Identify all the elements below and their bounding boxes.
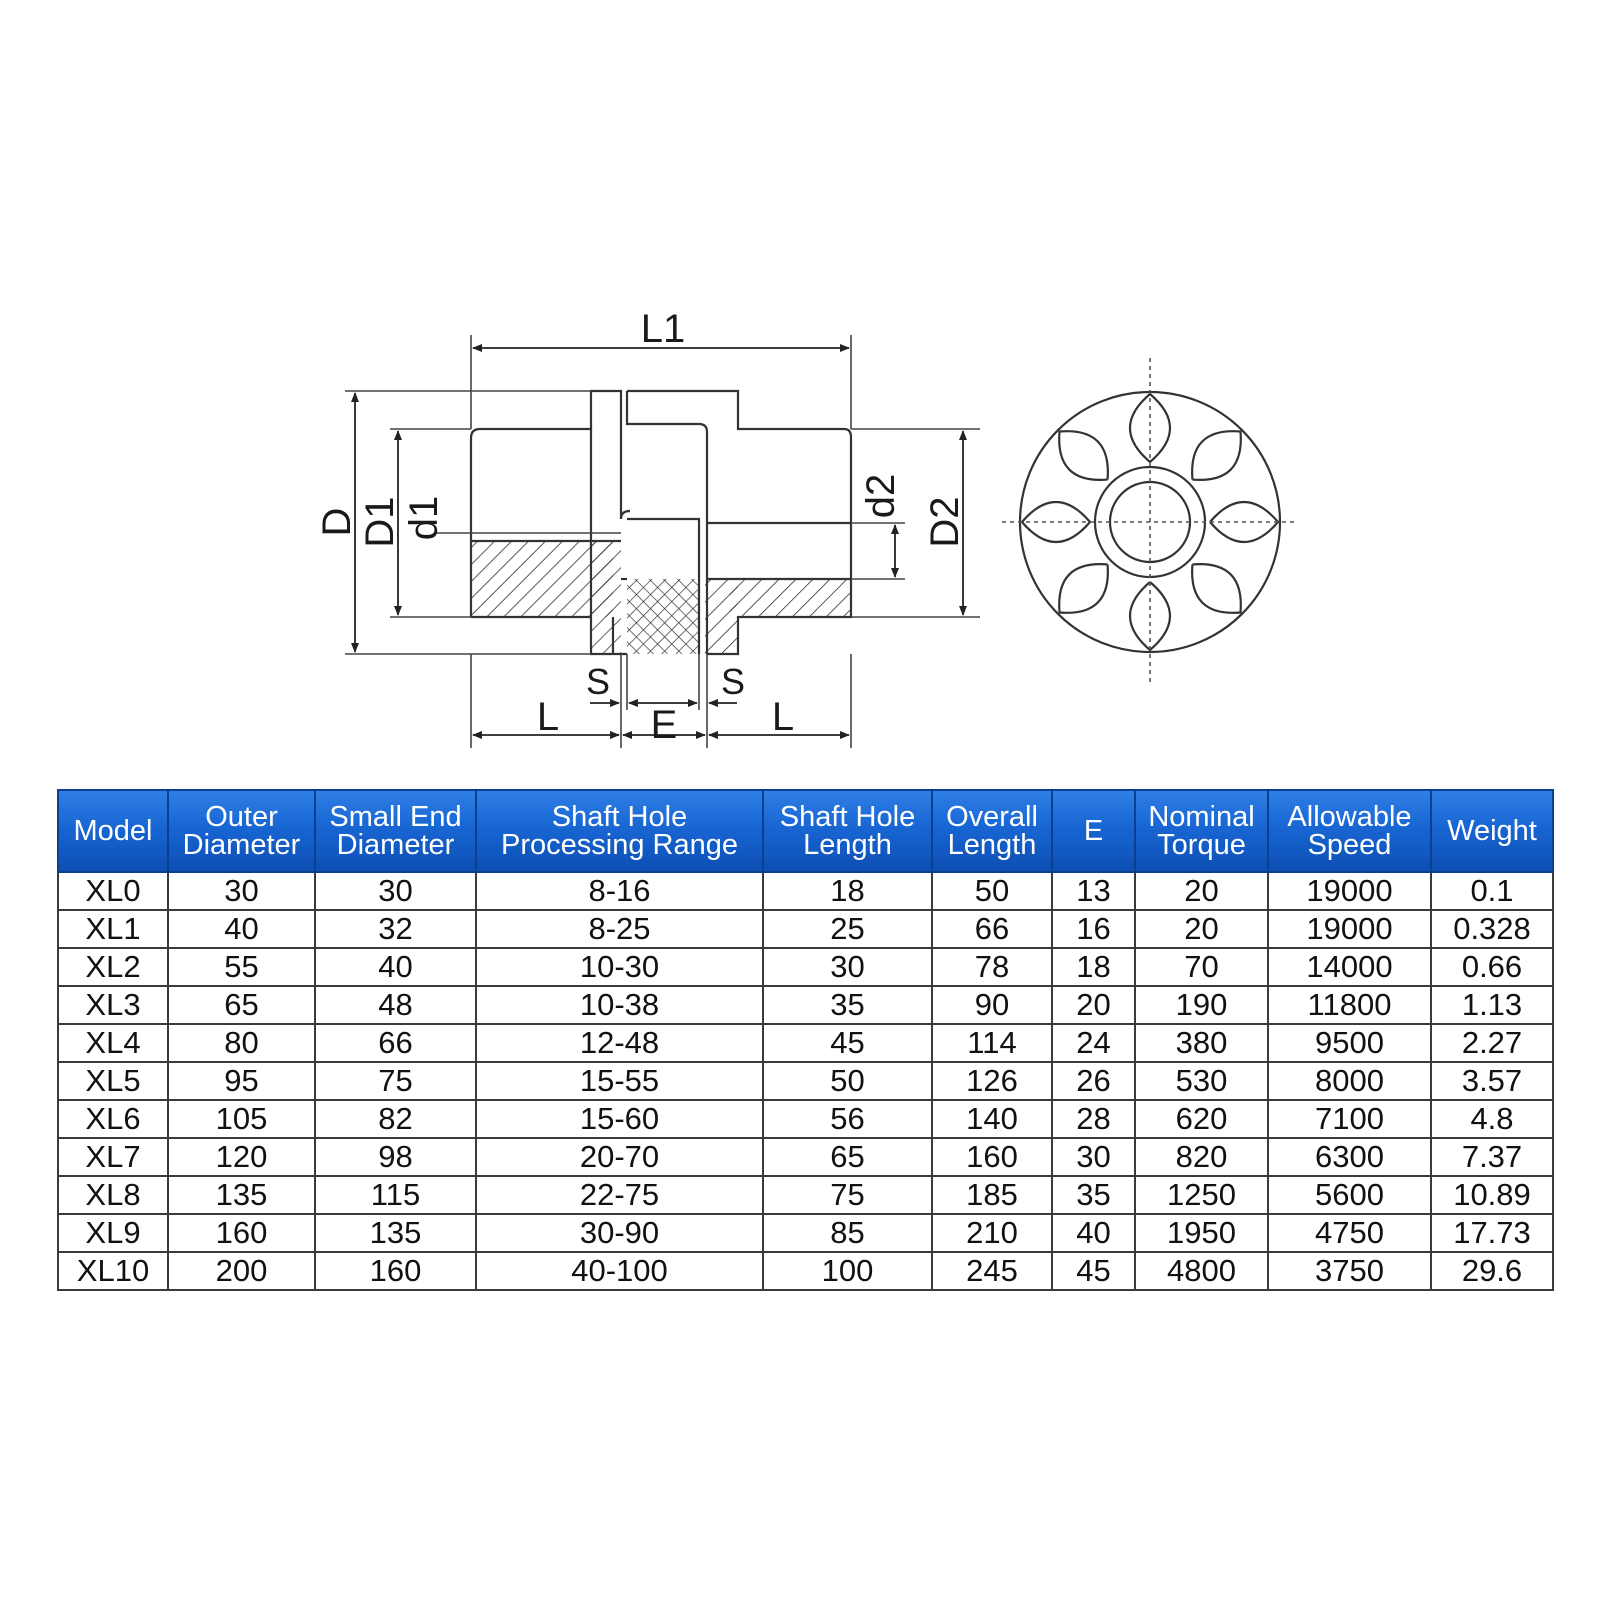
table-row [58,1176,1553,1214]
dimension-lines [355,348,963,735]
table-row [58,948,1553,986]
table-cell: 20-70 [476,1138,763,1176]
end-view-centerlines [1002,358,1298,686]
table-cell: 1250 [1135,1176,1268,1214]
table-cell: 0.66 [1431,948,1553,986]
table-cell: 40 [168,910,315,948]
table-cell: 45 [1052,1252,1135,1290]
table-cell: 75 [763,1176,932,1214]
column-header [932,790,1052,872]
table-cell: 17.73 [1431,1214,1553,1252]
label-E: E [650,703,678,747]
table-cell: 29.6 [1431,1252,1553,1290]
table-cell: 160 [168,1214,315,1252]
column-header-line: Processing Range [501,829,738,861]
column-header-line: Length [803,829,892,861]
table-cell: 98 [315,1138,476,1176]
table-row [58,1062,1553,1100]
label-d1: d1 [402,495,446,541]
column-header-line: Shaft Hole [551,801,688,833]
table-cell: 25 [763,910,932,948]
spider-lobe [1130,394,1170,462]
table-cell: 82 [315,1100,476,1138]
table-cell: 19000 [1268,910,1431,948]
table-cell: 22-75 [476,1176,763,1214]
model-cell: XL1 [58,910,168,948]
table-cell: 3.57 [1431,1062,1553,1100]
table-row [58,1100,1553,1138]
column-header [58,790,168,872]
table-cell: 65 [168,986,315,1024]
table-cell: 12-48 [476,1024,763,1062]
coupling-side-view [471,391,851,654]
column-header-line: Small End [329,801,462,833]
label-D: D [315,507,359,537]
table-cell: 15-60 [476,1100,763,1138]
column-header [476,790,763,872]
table-cell: 10-30 [476,948,763,986]
table-cell: 50 [932,872,1052,910]
model-cell: XL0 [58,872,168,910]
table-cell: 45 [763,1024,932,1062]
table-cell: 24 [1052,1024,1135,1062]
column-header-line: Shaft Hole [779,801,916,833]
spider-lobe [1192,431,1241,480]
table-cell: 56 [763,1100,932,1138]
table-cell: 65 [763,1138,932,1176]
table-row [58,1138,1553,1176]
table-cell: 4.8 [1431,1100,1553,1138]
table-cell: 18 [763,872,932,910]
table-cell: 115 [315,1176,476,1214]
table-cell: 9500 [1268,1024,1431,1062]
table-cell: 6300 [1268,1138,1431,1176]
table-cell: 620 [1135,1100,1268,1138]
column-header [315,790,476,872]
column-header-line: Outer [205,801,278,833]
table-cell: 4750 [1268,1214,1431,1252]
table-row [58,986,1553,1024]
table-cell: 85 [763,1214,932,1252]
spec-table [57,789,1554,1291]
coupling-technical-drawing [0,0,1600,760]
table-cell: 20 [1052,986,1135,1024]
table-cell: 8000 [1268,1062,1431,1100]
model-cell: XL6 [58,1100,168,1138]
model-cell: XL5 [58,1062,168,1100]
column-header-line: Weight [1447,815,1537,847]
table-header-row [58,790,1553,872]
left-flange-section [591,541,621,654]
spider-lobe [1059,564,1108,613]
table-body [58,872,1553,1290]
table-cell: 120 [168,1138,315,1176]
label-d2: d2 [859,473,903,519]
table-cell: 30 [168,872,315,910]
column-header-line: Length [947,829,1037,861]
table-cell: 26 [1052,1062,1135,1100]
table-cell: 200 [168,1252,315,1290]
table-cell: 20 [1135,872,1268,910]
label-L-right: L [771,695,795,739]
column-header [1268,790,1431,872]
table-cell: 15-55 [476,1062,763,1100]
table-cell: 75 [315,1062,476,1100]
model-cell: XL4 [58,1024,168,1062]
table-cell: 13 [1052,872,1135,910]
table-cell: 3750 [1268,1252,1431,1290]
table-cell: 100 [763,1252,932,1290]
model-cell: XL8 [58,1176,168,1214]
label-L1: L1 [640,307,686,351]
label-S-right: S [720,661,746,702]
spider-section [627,579,699,654]
table-cell: 114 [932,1024,1052,1062]
table-cell: 16 [1052,910,1135,948]
spider-lobe [1059,431,1108,480]
table-cell: 10-38 [476,986,763,1024]
table-cell: 66 [932,910,1052,948]
model-cell: XL9 [58,1214,168,1252]
column-header [168,790,315,872]
table-cell: 90 [932,986,1052,1024]
table-cell: 30 [763,948,932,986]
column-header-line: Speed [1307,829,1392,861]
table-row [58,1252,1553,1290]
table-cell: 32 [315,910,476,948]
table-cell: 160 [932,1138,1052,1176]
column-header [1431,790,1553,872]
model-cell: XL10 [58,1252,168,1290]
column-header [1135,790,1268,872]
label-S-left: S [585,661,611,702]
column-header-line: Allowable [1287,801,1412,833]
table-cell: 530 [1135,1062,1268,1100]
table-cell: 210 [932,1214,1052,1252]
column-header-line: Diameter [336,829,455,861]
table-cell: 820 [1135,1138,1268,1176]
table-cell: 40 [315,948,476,986]
table-cell: 160 [315,1252,476,1290]
table-cell: 30-90 [476,1214,763,1252]
table-row [58,1024,1553,1062]
table-cell: 35 [763,986,932,1024]
table-cell: 135 [168,1176,315,1214]
column-header-line: Diameter [182,829,301,861]
column-header [763,790,932,872]
table-row [58,872,1553,910]
table-cell: 30 [315,872,476,910]
table-cell: 380 [1135,1024,1268,1062]
table-cell: 0.328 [1431,910,1553,948]
table-cell: 70 [1135,948,1268,986]
column-header-line: Nominal [1148,801,1255,833]
table-cell: 7.37 [1431,1138,1553,1176]
spec-table-container [57,789,1552,1291]
table-row [58,910,1553,948]
table-cell: 95 [168,1062,315,1100]
table-cell: 1950 [1135,1214,1268,1252]
model-cell: XL3 [58,986,168,1024]
column-header-line: Torque [1157,829,1246,861]
right-hub-section [730,579,851,617]
table-cell: 11800 [1268,986,1431,1024]
table-cell: 66 [315,1024,476,1062]
table-cell: 245 [932,1252,1052,1290]
table-cell: 8-16 [476,872,763,910]
column-header-line: E [1083,815,1104,847]
table-cell: 10.89 [1431,1176,1553,1214]
table-cell: 48 [315,986,476,1024]
table-cell: 140 [932,1100,1052,1138]
model-cell: XL7 [58,1138,168,1176]
table-cell: 135 [315,1214,476,1252]
table-cell: 28 [1052,1100,1135,1138]
column-header-line: Overall [946,801,1038,833]
table-cell: 18 [1052,948,1135,986]
table-row [58,1214,1553,1252]
table-cell: 0.1 [1431,872,1553,910]
table-cell: 20 [1135,910,1268,948]
table-cell: 7100 [1268,1100,1431,1138]
table-cell: 2.27 [1431,1024,1553,1062]
table-cell: 40 [1052,1214,1135,1252]
table-cell: 5600 [1268,1176,1431,1214]
table-cell: 55 [168,948,315,986]
table-cell: 80 [168,1024,315,1062]
table-cell: 4800 [1135,1252,1268,1290]
extension-lines [345,335,980,748]
table-cell: 30 [1052,1138,1135,1176]
table-cell: 40-100 [476,1252,763,1290]
column-header [1052,790,1135,872]
label-D2: D2 [923,496,967,548]
table-cell: 105 [168,1100,315,1138]
model-cell: XL2 [58,948,168,986]
table-cell: 78 [932,948,1052,986]
spider-lobe [1192,564,1241,613]
label-D1: D1 [358,496,402,548]
table-cell: 35 [1052,1176,1135,1214]
column-header-line: Model [73,815,153,847]
table-cell: 50 [763,1062,932,1100]
table-cell: 126 [932,1062,1052,1100]
table-cell: 185 [932,1176,1052,1214]
table-cell: 8-25 [476,910,763,948]
label-L-left: L [536,695,560,739]
table-cell: 1.13 [1431,986,1553,1024]
spider-lobe [1022,502,1090,542]
table-cell: 19000 [1268,872,1431,910]
table-cell: 14000 [1268,948,1431,986]
table-cell: 190 [1135,986,1268,1024]
